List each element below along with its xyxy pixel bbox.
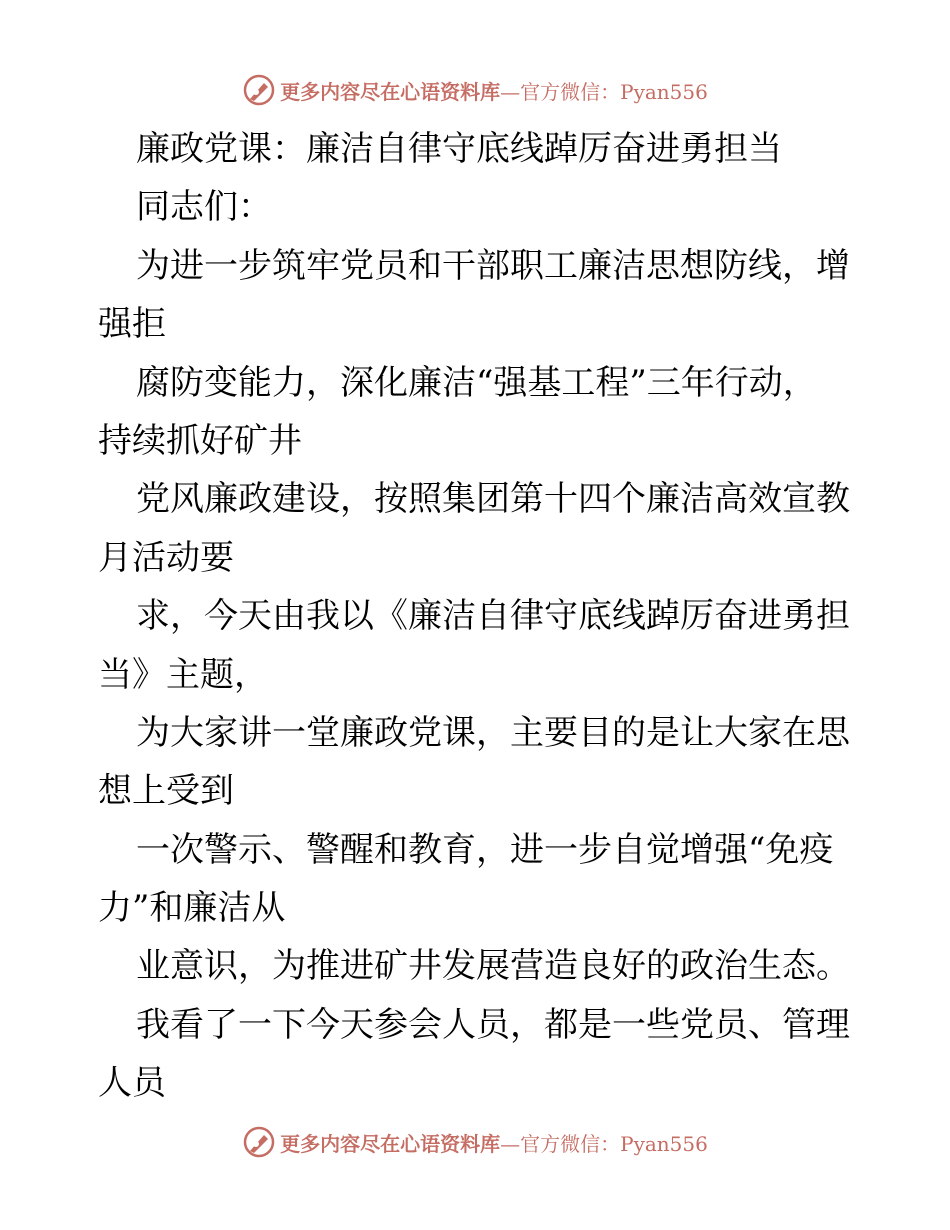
- banner-site: 更多内容尽在心语资料库: [280, 1131, 501, 1156]
- banner-wechat-id: Pyan556: [620, 1131, 708, 1156]
- document-title: 廉政党课：廉洁自律守底线踔厉奋进勇担当: [136, 129, 782, 169]
- pen-logo-icon: [242, 1125, 276, 1159]
- banner-wechat-label: 官方微信：: [520, 1131, 621, 1156]
- pen-logo-icon: [242, 73, 276, 107]
- text-line: 我看了一下今天参会人员，都是一些党员、管理: [136, 1004, 850, 1045]
- text-line: 业意识，为推进矿井发展营造良好的政治生态。: [136, 946, 850, 987]
- banner-site: 更多内容尽在心语资料库: [280, 79, 501, 104]
- text-line: 当》主题，: [98, 654, 268, 695]
- text-line: 持续抓好矿井: [98, 420, 302, 461]
- text-line: 一次警示、警醒和教育，进一步自觉增强“免疫: [136, 829, 834, 870]
- text-line: 人员: [98, 1063, 166, 1104]
- footer-banner: [0, 1122, 950, 1162]
- banner-wechat-label: 官方微信：: [520, 79, 621, 104]
- text-line: 求，今天由我以《廉洁自律守底线踔厉奋进勇担: [136, 596, 850, 637]
- banner-wechat-id: Pyan556: [620, 79, 708, 104]
- salutation: 同志们：: [136, 187, 272, 228]
- text-line: 想上受到: [98, 771, 234, 812]
- header-banner: [0, 70, 950, 110]
- banner-dash: —: [500, 79, 521, 104]
- text-line: 为进一步筑牢党员和干部职工廉洁思想防线，增: [136, 245, 850, 286]
- text-line: 腐防变能力，深化廉洁“强基工程”三年行动，: [136, 362, 817, 403]
- text-line: 为大家讲一堂廉政党课，主要目的是让大家在思: [136, 712, 850, 753]
- text-line: 月活动要: [98, 537, 234, 578]
- banner-text: [280, 76, 708, 105]
- document-body: [98, 120, 858, 1113]
- text-line: 强拒: [98, 304, 166, 345]
- text-line: 党风廉政建设，按照集团第十四个廉洁高效宣教: [136, 479, 850, 520]
- banner-text: [280, 1128, 708, 1157]
- banner-dash: —: [500, 1131, 521, 1156]
- text-line: 力”和廉洁从: [98, 888, 286, 929]
